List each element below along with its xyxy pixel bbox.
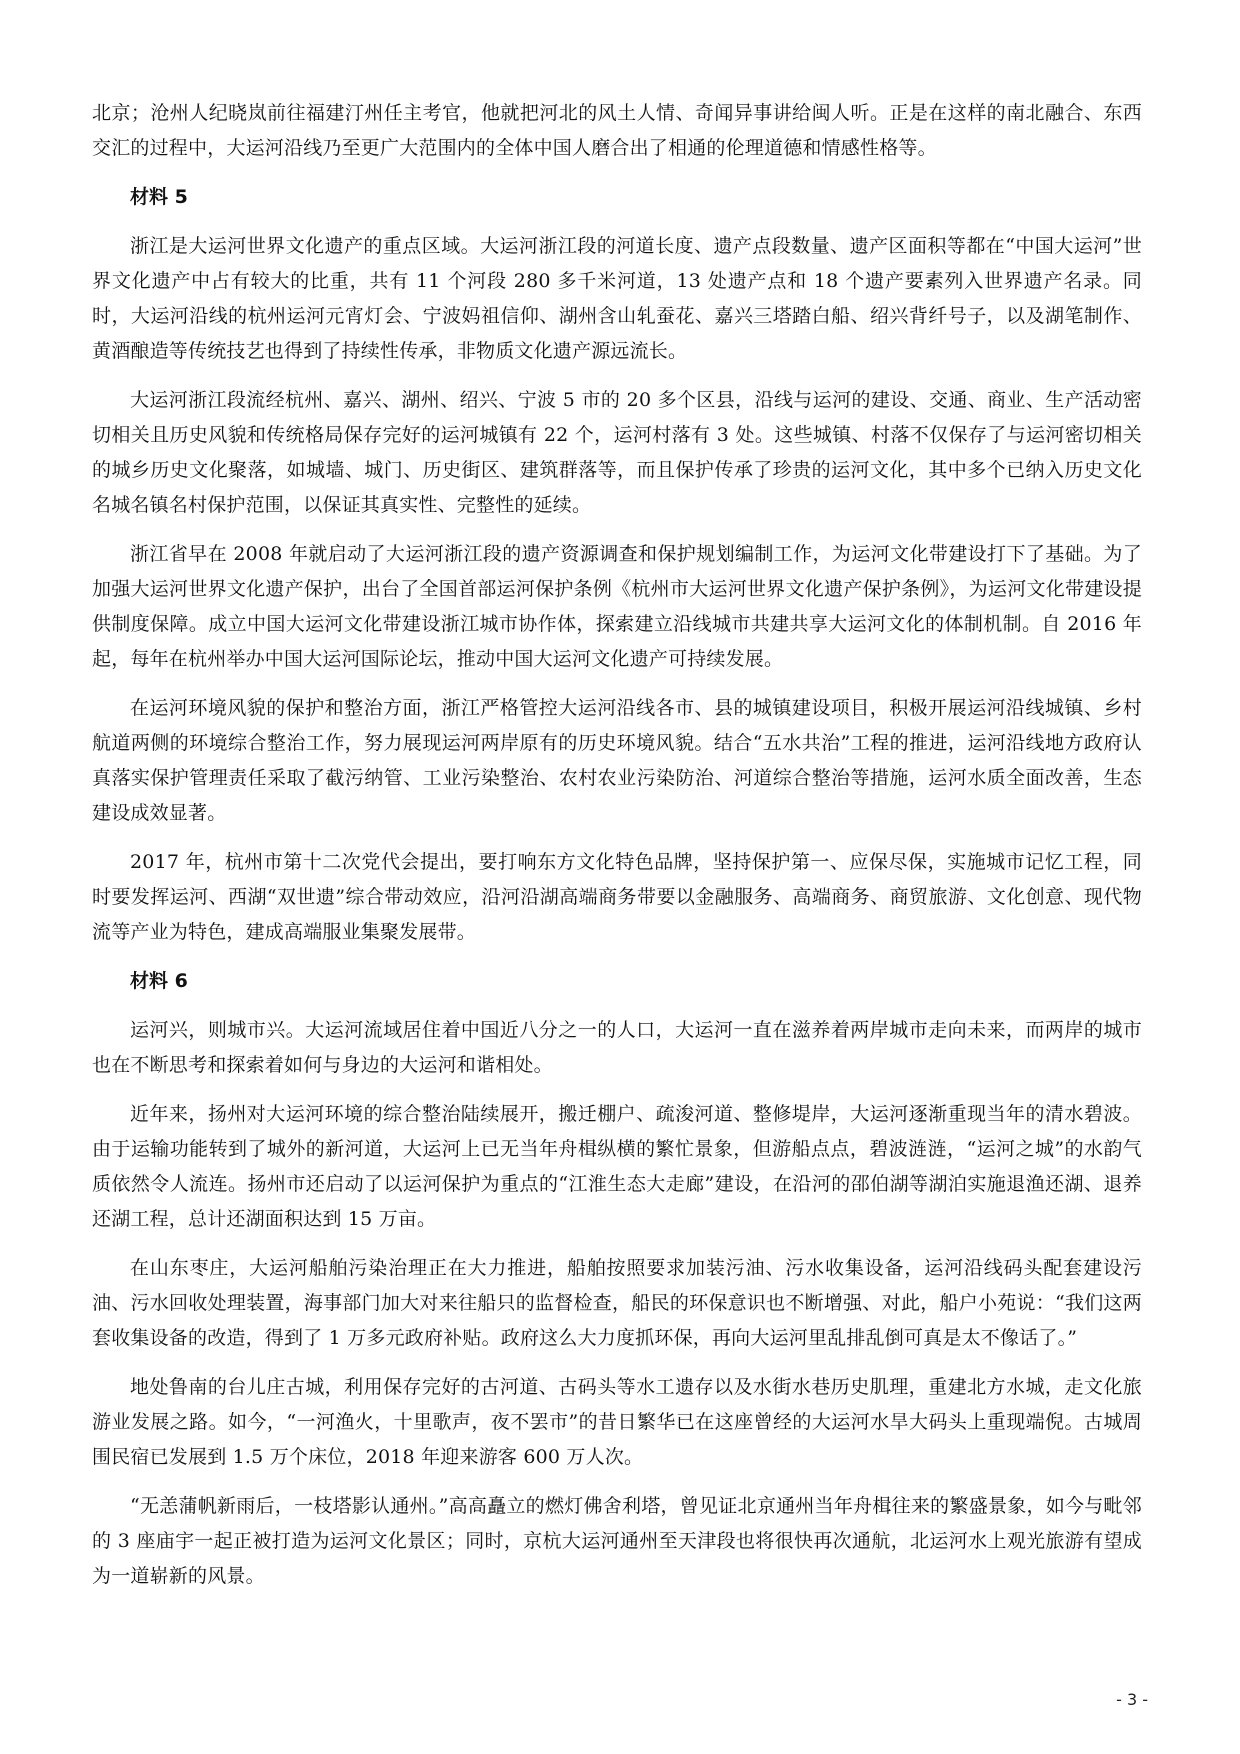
paragraph: 浙江省早在 2008 年就启动了大运河浙江段的遗产资源调查和保护规划编制工作，为运河文化带建设打下了基础。为了加强大运河世界文化遗产保护，出台了全国首部运河保护条例《杭州市大运河世界文化遗产保护条例》，为运河文化带建设提供制度保障。成立中国大运河文化带建设浙江城市协作体，探索建立沿线城市共建共享大运河文化的体制机制。自 2016 年起，每年在杭州举办中国大运河国际论坛，推动中国大运河文化遗产可持续发展。 (92, 543, 1142, 670)
section-heading-material-6: 材料 6 (130, 970, 188, 992)
paragraph: 在运河环境风貌的保护和整治方面，浙江严格管控大运河沿线各市、县的城镇建设项目，积极开展运河沿线城镇、乡村航道两侧的环境综合整治工作，努力展现运河两岸原有的历史环境风貌。结合“五水共治”工程的推进，运河沿线地方政府认真落实保护管理责任采取了截污纳管、工业污染整治、农村农业污染防治、河道综合整治等措施，运河水质全面改善，生态建设成效显著。 (92, 697, 1142, 824)
paragraph: 2017 年，杭州市第十二次党代会提出，要打响东方文化特色品牌，坚持保护第一、应保尽保，实施城市记忆工程，同时要发挥运河、西湖“双世遗”综合带动效应，沿河沿湖高端商务带要以金融服务、高端商务、商贸旅游、文化创意、现代物流等产业为特色，建成高端服业集聚发展带。 (92, 851, 1142, 943)
paragraph-intro-continuation: 北京；沧州人纪晓岚前往福建汀州任主考官，他就把河北的风土人情、奇闻异事讲给闽人听。正是在这样的南北融合、东西交汇的过程中，大运河沿线乃至更广大范围内的全体中国人磨合出了相通的伦理道德和情感性格等。 (92, 102, 1142, 159)
paragraph: 大运河浙江段流经杭州、嘉兴、湖州、绍兴、宁波 5 市的 20 多个区县，沿线与运河的建设、交通、商业、生产活动密切相关且历史风貌和传统格局保存完好的运河城镇有 22 个，运河村落有 3 处。这些城镇、村落不仅保存了与运河密切相关的城乡历史文化聚落，如城墙、城门、历史街区、建筑群落等，而且保护传承了珍贵的运河文化，其中多个已纳入历史文化名城名镇名村保护范围，以保证其真实性、完整性的延续。 (92, 389, 1142, 516)
paragraph: 近年来，扬州对大运河环境的综合整治陆续展开，搬迁棚户、疏浚河道、整修堤岸，大运河逐渐重现当年的清水碧波。由于运输功能转到了城外的新河道，大运河上已无当年舟楫纵横的繁忙景象，但游船点点，碧波涟涟，“运河之城”的水韵气质依然令人流连。扬州市还启动了以运河保护为重点的“江淮生态大走廊”建设，在沿河的邵伯湖等湖泊实施退渔还湖、退养还湖工程，总计还湖面积达到 15 万亩。 (92, 1103, 1142, 1230)
paragraph: “无恙蒲帆新雨后，一枝塔影认通州。”高高矗立的燃灯佛舍利塔，曾见证北京通州当年舟楫往来的繁盛景象，如今与毗邻的 3 座庙宇一起正被打造为运河文化景区；同时，京杭大运河通州至天津段也将很快再次通航，北运河水上观光旅游有望成为一道崭新的风景。 (92, 1495, 1142, 1587)
page-number: - 3 - (1116, 1690, 1148, 1709)
paragraph: 浙江是大运河世界文化遗产的重点区域。大运河浙江段的河道长度、遗产点段数量、遗产区面积等都在“中国大运河”世界文化遗产中占有较大的比重，共有 11 个河段 280 多千米河道，13 处遗产点和 18 个遗产要素列入世界遗产名录。同时，大运河沿线的杭州运河元宵灯会、宁波妈祖信仰、湖州含山轧蚕花、嘉兴三塔踏白船、绍兴背纤号子，以及湖笔制作、黄酒酿造等传统技艺也得到了持续性传承，非物质文化遗产源远流长。 (92, 235, 1142, 362)
paragraph: 在山东枣庄，大运河船舶污染治理正在大力推进，船舶按照要求加装污油、污水收集设备，运河沿线码头配套建设污油、污水回收处理装置，海事部门加大对来往船只的监督检查，船民的环保意识也不断增强、对此，船户小苑说：“我们这两套收集设备的改造，得到了 1 万多元政府补贴。政府这么大力度抓环保，再向大运河里乱排乱倒可真是太不像话了。” (92, 1257, 1142, 1349)
paragraph: 地处鲁南的台儿庄古城，利用保存完好的古河道、古码头等水工遗存以及水街水巷历史肌理，重建北方水城，走文化旅游业发展之路。如今，“一河渔火，十里歌声，夜不罢市”的昔日繁华已在这座曾经的大运河水旱大码头上重现端倪。古城周围民宿已发展到 1.5 万个床位，2018 年迎来游客 600 万人次。 (92, 1376, 1142, 1468)
section-heading-material-5: 材料 5 (130, 186, 188, 208)
paragraph: 运河兴，则城市兴。大运河流域居住着中国近八分之一的人口，大运河一直在滋养着两岸城市走向未来，而两岸的城市也在不断思考和探索着如何与身边的大运河和谐相处。 (92, 1019, 1142, 1076)
document-page (92, 96, 1142, 1608)
